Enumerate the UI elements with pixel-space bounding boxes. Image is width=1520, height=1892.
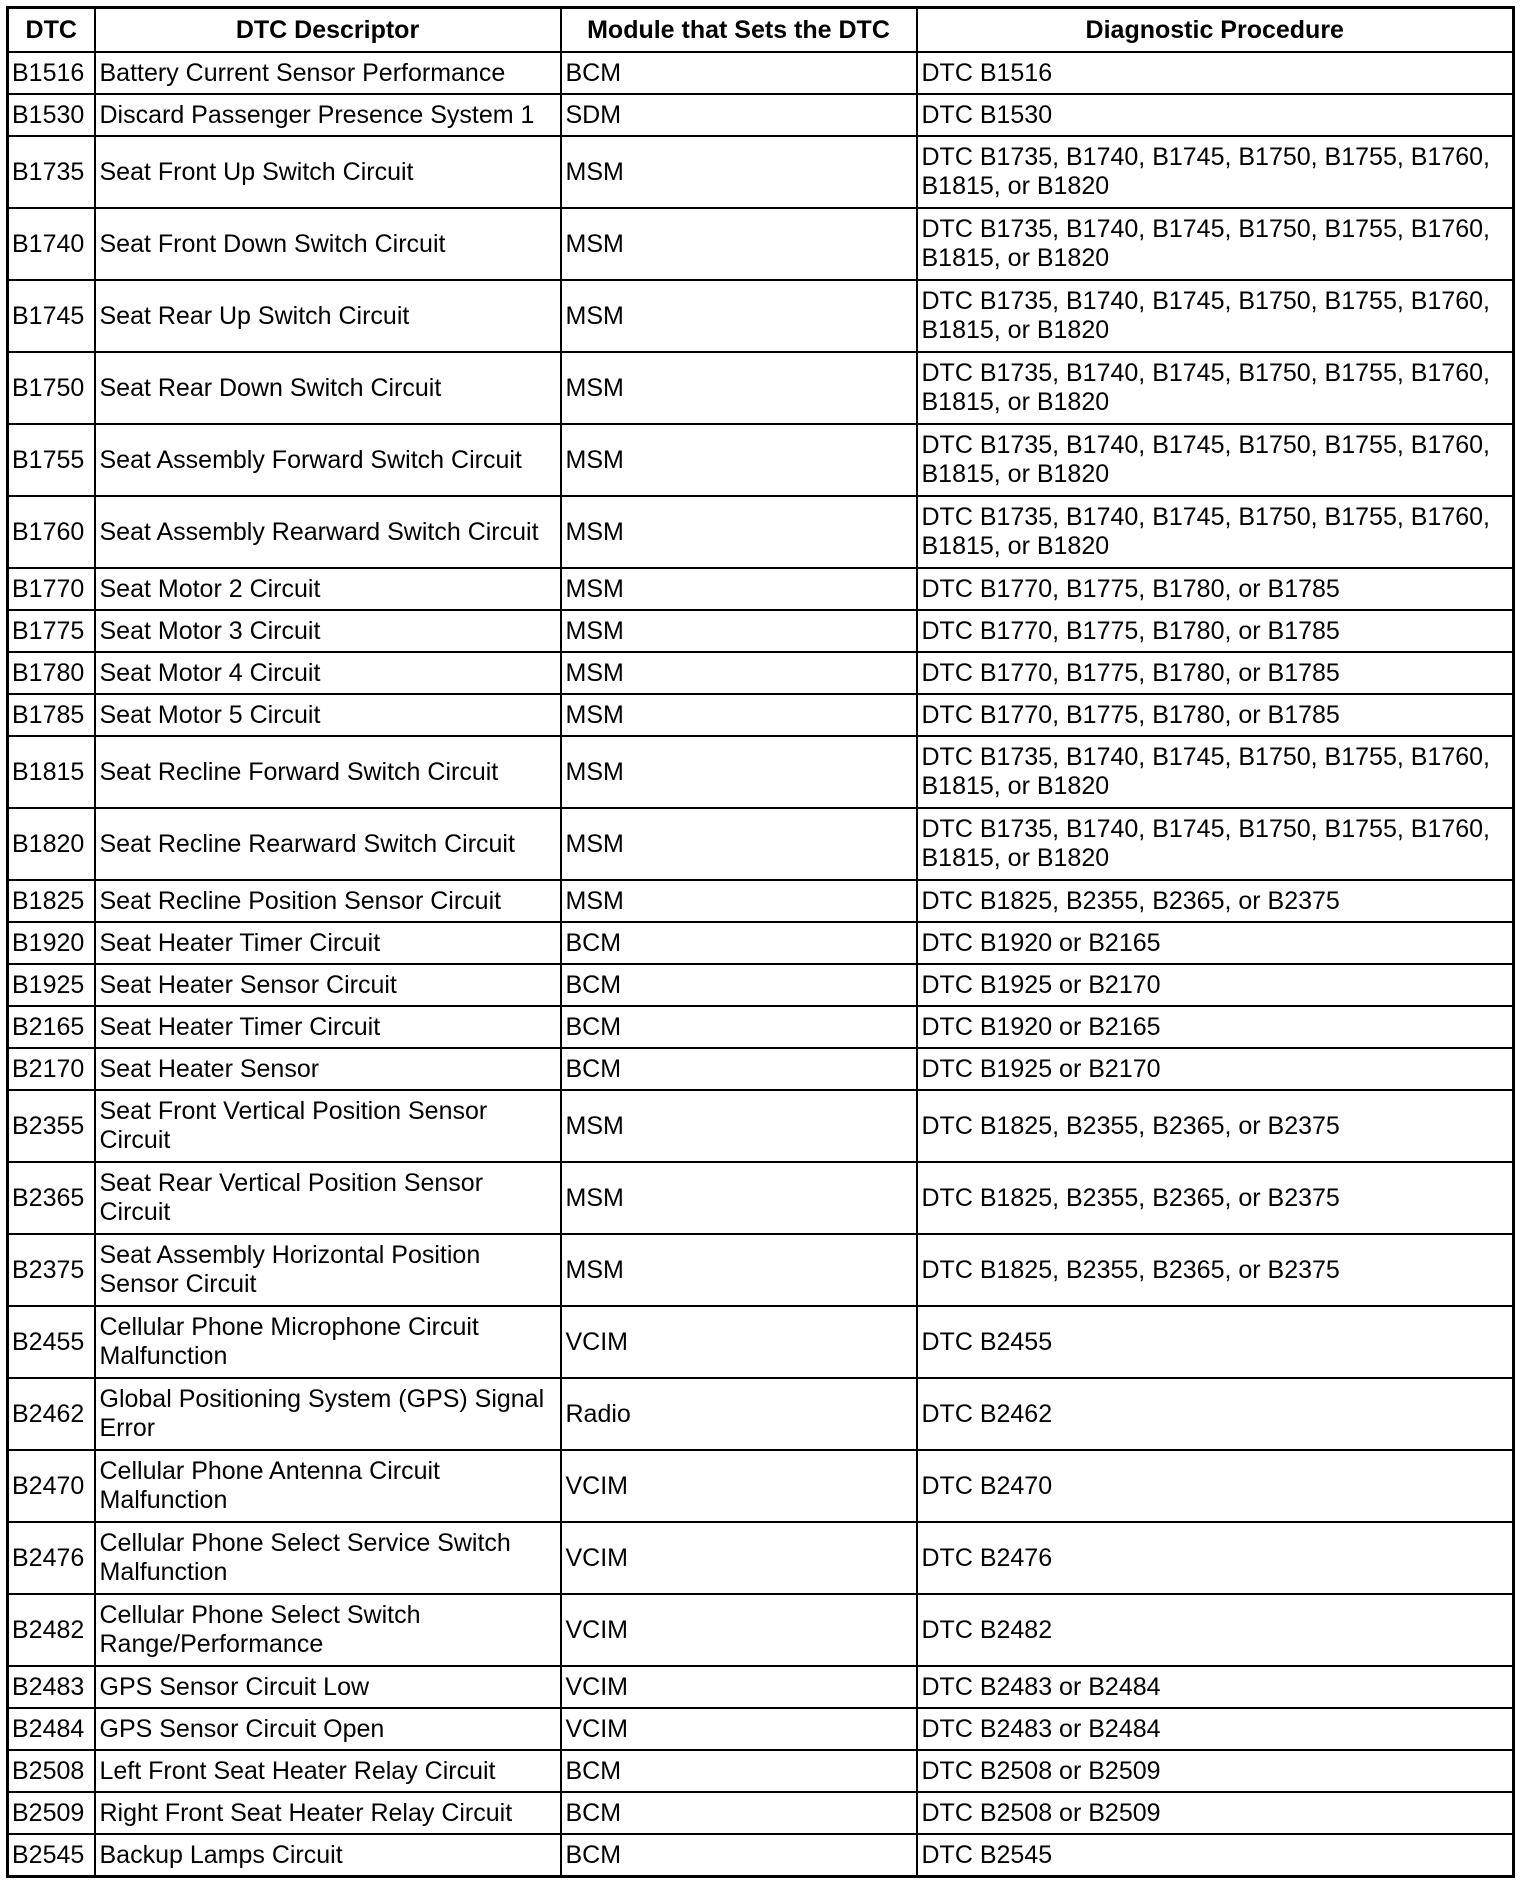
table-row: [8, 736, 1514, 808]
cell-procedure: DTC B1735, B1740, B1745, B1750, B1755, B1760, B1815, or B1820: [917, 136, 1514, 208]
cell-module: MSM: [561, 496, 917, 568]
table-row: [8, 280, 1514, 352]
cell-descriptor: Battery Current Sensor Performance: [95, 52, 561, 94]
table-row: [8, 1306, 1514, 1378]
table-row: [8, 1450, 1514, 1522]
cell-descriptor: Cellular Phone Select Service Switch Malfunction: [95, 1522, 561, 1594]
cell-module: Radio: [561, 1378, 917, 1450]
cell-descriptor: GPS Sensor Circuit Open: [95, 1708, 561, 1750]
table-row: [8, 1234, 1514, 1306]
cell-descriptor: Seat Recline Rearward Switch Circuit: [95, 808, 561, 880]
cell-procedure: DTC B1825, B2355, B2365, or B2375: [917, 1090, 1514, 1162]
table-body: [8, 52, 1514, 1877]
cell-dtc: B2483: [8, 1666, 95, 1708]
table-row: [8, 1708, 1514, 1750]
cell-descriptor: Seat Recline Position Sensor Circuit: [95, 880, 561, 922]
cell-descriptor: Seat Assembly Horizontal Position Sensor Circuit: [95, 1234, 561, 1306]
cell-dtc: B2509: [8, 1792, 95, 1834]
table-row: [8, 568, 1514, 610]
cell-procedure: DTC B1825, B2355, B2365, or B2375: [917, 1234, 1514, 1306]
cell-dtc: B2508: [8, 1750, 95, 1792]
cell-descriptor: Seat Rear Up Switch Circuit: [95, 280, 561, 352]
cell-procedure: DTC B1770, B1775, B1780, or B1785: [917, 694, 1514, 736]
cell-module: MSM: [561, 280, 917, 352]
table-row: [8, 1750, 1514, 1792]
cell-descriptor: Seat Heater Sensor Circuit: [95, 964, 561, 1006]
cell-module: MSM: [561, 694, 917, 736]
cell-procedure: DTC B1825, B2355, B2365, or B2375: [917, 880, 1514, 922]
cell-module: SDM: [561, 94, 917, 136]
cell-dtc: B1785: [8, 694, 95, 736]
cell-dtc: B1755: [8, 424, 95, 496]
cell-module: MSM: [561, 1090, 917, 1162]
cell-procedure: DTC B2470: [917, 1450, 1514, 1522]
cell-procedure: DTC B1735, B1740, B1745, B1750, B1755, B1760, B1815, or B1820: [917, 808, 1514, 880]
cell-procedure: DTC B1925 or B2170: [917, 964, 1514, 1006]
table-row: [8, 610, 1514, 652]
cell-module: VCIM: [561, 1306, 917, 1378]
cell-dtc: B1516: [8, 52, 95, 94]
cell-procedure: DTC B1925 or B2170: [917, 1048, 1514, 1090]
cell-dtc: B1815: [8, 736, 95, 808]
cell-procedure: DTC B2508 or B2509: [917, 1750, 1514, 1792]
cell-module: BCM: [561, 1750, 917, 1792]
cell-dtc: B1820: [8, 808, 95, 880]
cell-descriptor: Seat Rear Vertical Position Sensor Circuit: [95, 1162, 561, 1234]
cell-dtc: B1745: [8, 280, 95, 352]
cell-dtc: B2482: [8, 1594, 95, 1666]
cell-module: VCIM: [561, 1450, 917, 1522]
document-page: [6, 6, 1512, 1878]
cell-module: BCM: [561, 1006, 917, 1048]
cell-procedure: DTC B1735, B1740, B1745, B1750, B1755, B1760, B1815, or B1820: [917, 736, 1514, 808]
cell-procedure: DTC B1825, B2355, B2365, or B2375: [917, 1162, 1514, 1234]
cell-dtc: B1780: [8, 652, 95, 694]
table-row: [8, 136, 1514, 208]
cell-descriptor: Seat Front Up Switch Circuit: [95, 136, 561, 208]
cell-module: MSM: [561, 208, 917, 280]
cell-module: VCIM: [561, 1594, 917, 1666]
cell-procedure: DTC B1735, B1740, B1745, B1750, B1755, B1760, B1815, or B1820: [917, 424, 1514, 496]
table-row: [8, 1792, 1514, 1834]
table-row: [8, 1522, 1514, 1594]
cell-module: MSM: [561, 424, 917, 496]
cell-module: VCIM: [561, 1708, 917, 1750]
cell-procedure: DTC B2508 or B2509: [917, 1792, 1514, 1834]
cell-dtc: B2455: [8, 1306, 95, 1378]
cell-procedure: DTC B2462: [917, 1378, 1514, 1450]
cell-module: BCM: [561, 922, 917, 964]
table-row: [8, 1666, 1514, 1708]
cell-dtc: B1825: [8, 880, 95, 922]
cell-descriptor: Cellular Phone Select Switch Range/Performance: [95, 1594, 561, 1666]
cell-dtc: B2165: [8, 1006, 95, 1048]
cell-dtc: B2365: [8, 1162, 95, 1234]
cell-module: MSM: [561, 652, 917, 694]
cell-dtc: B1770: [8, 568, 95, 610]
cell-module: BCM: [561, 1792, 917, 1834]
cell-module: MSM: [561, 136, 917, 208]
cell-procedure: DTC B1770, B1775, B1780, or B1785: [917, 568, 1514, 610]
cell-module: VCIM: [561, 1666, 917, 1708]
cell-procedure: DTC B1770, B1775, B1780, or B1785: [917, 610, 1514, 652]
cell-descriptor: GPS Sensor Circuit Low: [95, 1666, 561, 1708]
cell-descriptor: Seat Heater Timer Circuit: [95, 1006, 561, 1048]
table-row: [8, 922, 1514, 964]
cell-descriptor: Seat Motor 5 Circuit: [95, 694, 561, 736]
table-row: [8, 208, 1514, 280]
cell-procedure: DTC B2482: [917, 1594, 1514, 1666]
cell-procedure: DTC B2476: [917, 1522, 1514, 1594]
table-row: [8, 1594, 1514, 1666]
cell-dtc: B2476: [8, 1522, 95, 1594]
cell-dtc: B1920: [8, 922, 95, 964]
cell-dtc: B1740: [8, 208, 95, 280]
cell-dtc: B2170: [8, 1048, 95, 1090]
table-row: [8, 880, 1514, 922]
table-row: [8, 1090, 1514, 1162]
cell-dtc: B2462: [8, 1378, 95, 1450]
cell-descriptor: Seat Assembly Forward Switch Circuit: [95, 424, 561, 496]
cell-descriptor: Seat Heater Timer Circuit: [95, 922, 561, 964]
cell-module: BCM: [561, 964, 917, 1006]
table-row: [8, 52, 1514, 94]
cell-dtc: B1925: [8, 964, 95, 1006]
cell-procedure: DTC B1530: [917, 94, 1514, 136]
cell-module: BCM: [561, 52, 917, 94]
cell-descriptor: Seat Assembly Rearward Switch Circuit: [95, 496, 561, 568]
cell-procedure: DTC B1516: [917, 52, 1514, 94]
table-row: [8, 652, 1514, 694]
table-row: [8, 352, 1514, 424]
header-diagnostic-procedure: Diagnostic Procedure: [917, 8, 1514, 53]
table-row: [8, 808, 1514, 880]
cell-descriptor: Left Front Seat Heater Relay Circuit: [95, 1750, 561, 1792]
cell-dtc: B1775: [8, 610, 95, 652]
table-row: [8, 1006, 1514, 1048]
cell-descriptor: Right Front Seat Heater Relay Circuit: [95, 1792, 561, 1834]
cell-module: MSM: [561, 610, 917, 652]
cell-procedure: DTC B1920 or B2165: [917, 922, 1514, 964]
cell-descriptor: Cellular Phone Antenna Circuit Malfunction: [95, 1450, 561, 1522]
cell-descriptor: Seat Front Vertical Position Sensor Circuit: [95, 1090, 561, 1162]
cell-module: MSM: [561, 1234, 917, 1306]
table-row: [8, 94, 1514, 136]
cell-module: MSM: [561, 568, 917, 610]
cell-dtc: B2545: [8, 1834, 95, 1877]
cell-descriptor: Seat Heater Sensor: [95, 1048, 561, 1090]
table-row: [8, 694, 1514, 736]
cell-module: MSM: [561, 880, 917, 922]
table-row: [8, 1834, 1514, 1877]
table-row: [8, 496, 1514, 568]
cell-procedure: DTC B1735, B1740, B1745, B1750, B1755, B1760, B1815, or B1820: [917, 280, 1514, 352]
cell-module: VCIM: [561, 1522, 917, 1594]
cell-procedure: DTC B2545: [917, 1834, 1514, 1877]
cell-procedure: DTC B1735, B1740, B1745, B1750, B1755, B1760, B1815, or B1820: [917, 352, 1514, 424]
cell-procedure: DTC B1735, B1740, B1745, B1750, B1755, B1760, B1815, or B1820: [917, 496, 1514, 568]
dtc-table: [6, 6, 1515, 1878]
cell-dtc: B2484: [8, 1708, 95, 1750]
cell-dtc: B1530: [8, 94, 95, 136]
cell-dtc: B1750: [8, 352, 95, 424]
cell-module: BCM: [561, 1048, 917, 1090]
cell-descriptor: Seat Rear Down Switch Circuit: [95, 352, 561, 424]
cell-descriptor: Seat Recline Forward Switch Circuit: [95, 736, 561, 808]
table-row: [8, 964, 1514, 1006]
header-module: Module that Sets the DTC: [561, 8, 917, 53]
cell-dtc: B2470: [8, 1450, 95, 1522]
header-dtc-descriptor: DTC Descriptor: [95, 8, 561, 53]
cell-dtc: B2355: [8, 1090, 95, 1162]
cell-procedure: DTC B2483 or B2484: [917, 1708, 1514, 1750]
table-row: [8, 1378, 1514, 1450]
cell-descriptor: Seat Motor 3 Circuit: [95, 610, 561, 652]
table-row: [8, 424, 1514, 496]
cell-module: BCM: [561, 1834, 917, 1877]
cell-descriptor: Seat Motor 2 Circuit: [95, 568, 561, 610]
cell-dtc: B1760: [8, 496, 95, 568]
cell-descriptor: Global Positioning System (GPS) Signal Error: [95, 1378, 561, 1450]
cell-module: MSM: [561, 1162, 917, 1234]
cell-module: MSM: [561, 352, 917, 424]
cell-procedure: DTC B1735, B1740, B1745, B1750, B1755, B1760, B1815, or B1820: [917, 208, 1514, 280]
cell-procedure: DTC B2455: [917, 1306, 1514, 1378]
cell-descriptor: Seat Motor 4 Circuit: [95, 652, 561, 694]
cell-dtc: B2375: [8, 1234, 95, 1306]
cell-descriptor: Seat Front Down Switch Circuit: [95, 208, 561, 280]
table-row: [8, 1048, 1514, 1090]
cell-procedure: DTC B1920 or B2165: [917, 1006, 1514, 1048]
cell-procedure: DTC B1770, B1775, B1780, or B1785: [917, 652, 1514, 694]
cell-descriptor: Discard Passenger Presence System 1: [95, 94, 561, 136]
table-row: [8, 1162, 1514, 1234]
cell-module: MSM: [561, 736, 917, 808]
table-header-row: [8, 8, 1514, 53]
cell-descriptor: Cellular Phone Microphone Circuit Malfunction: [95, 1306, 561, 1378]
cell-module: MSM: [561, 808, 917, 880]
cell-procedure: DTC B2483 or B2484: [917, 1666, 1514, 1708]
cell-dtc: B1735: [8, 136, 95, 208]
cell-descriptor: Backup Lamps Circuit: [95, 1834, 561, 1877]
header-dtc: DTC: [8, 8, 95, 53]
